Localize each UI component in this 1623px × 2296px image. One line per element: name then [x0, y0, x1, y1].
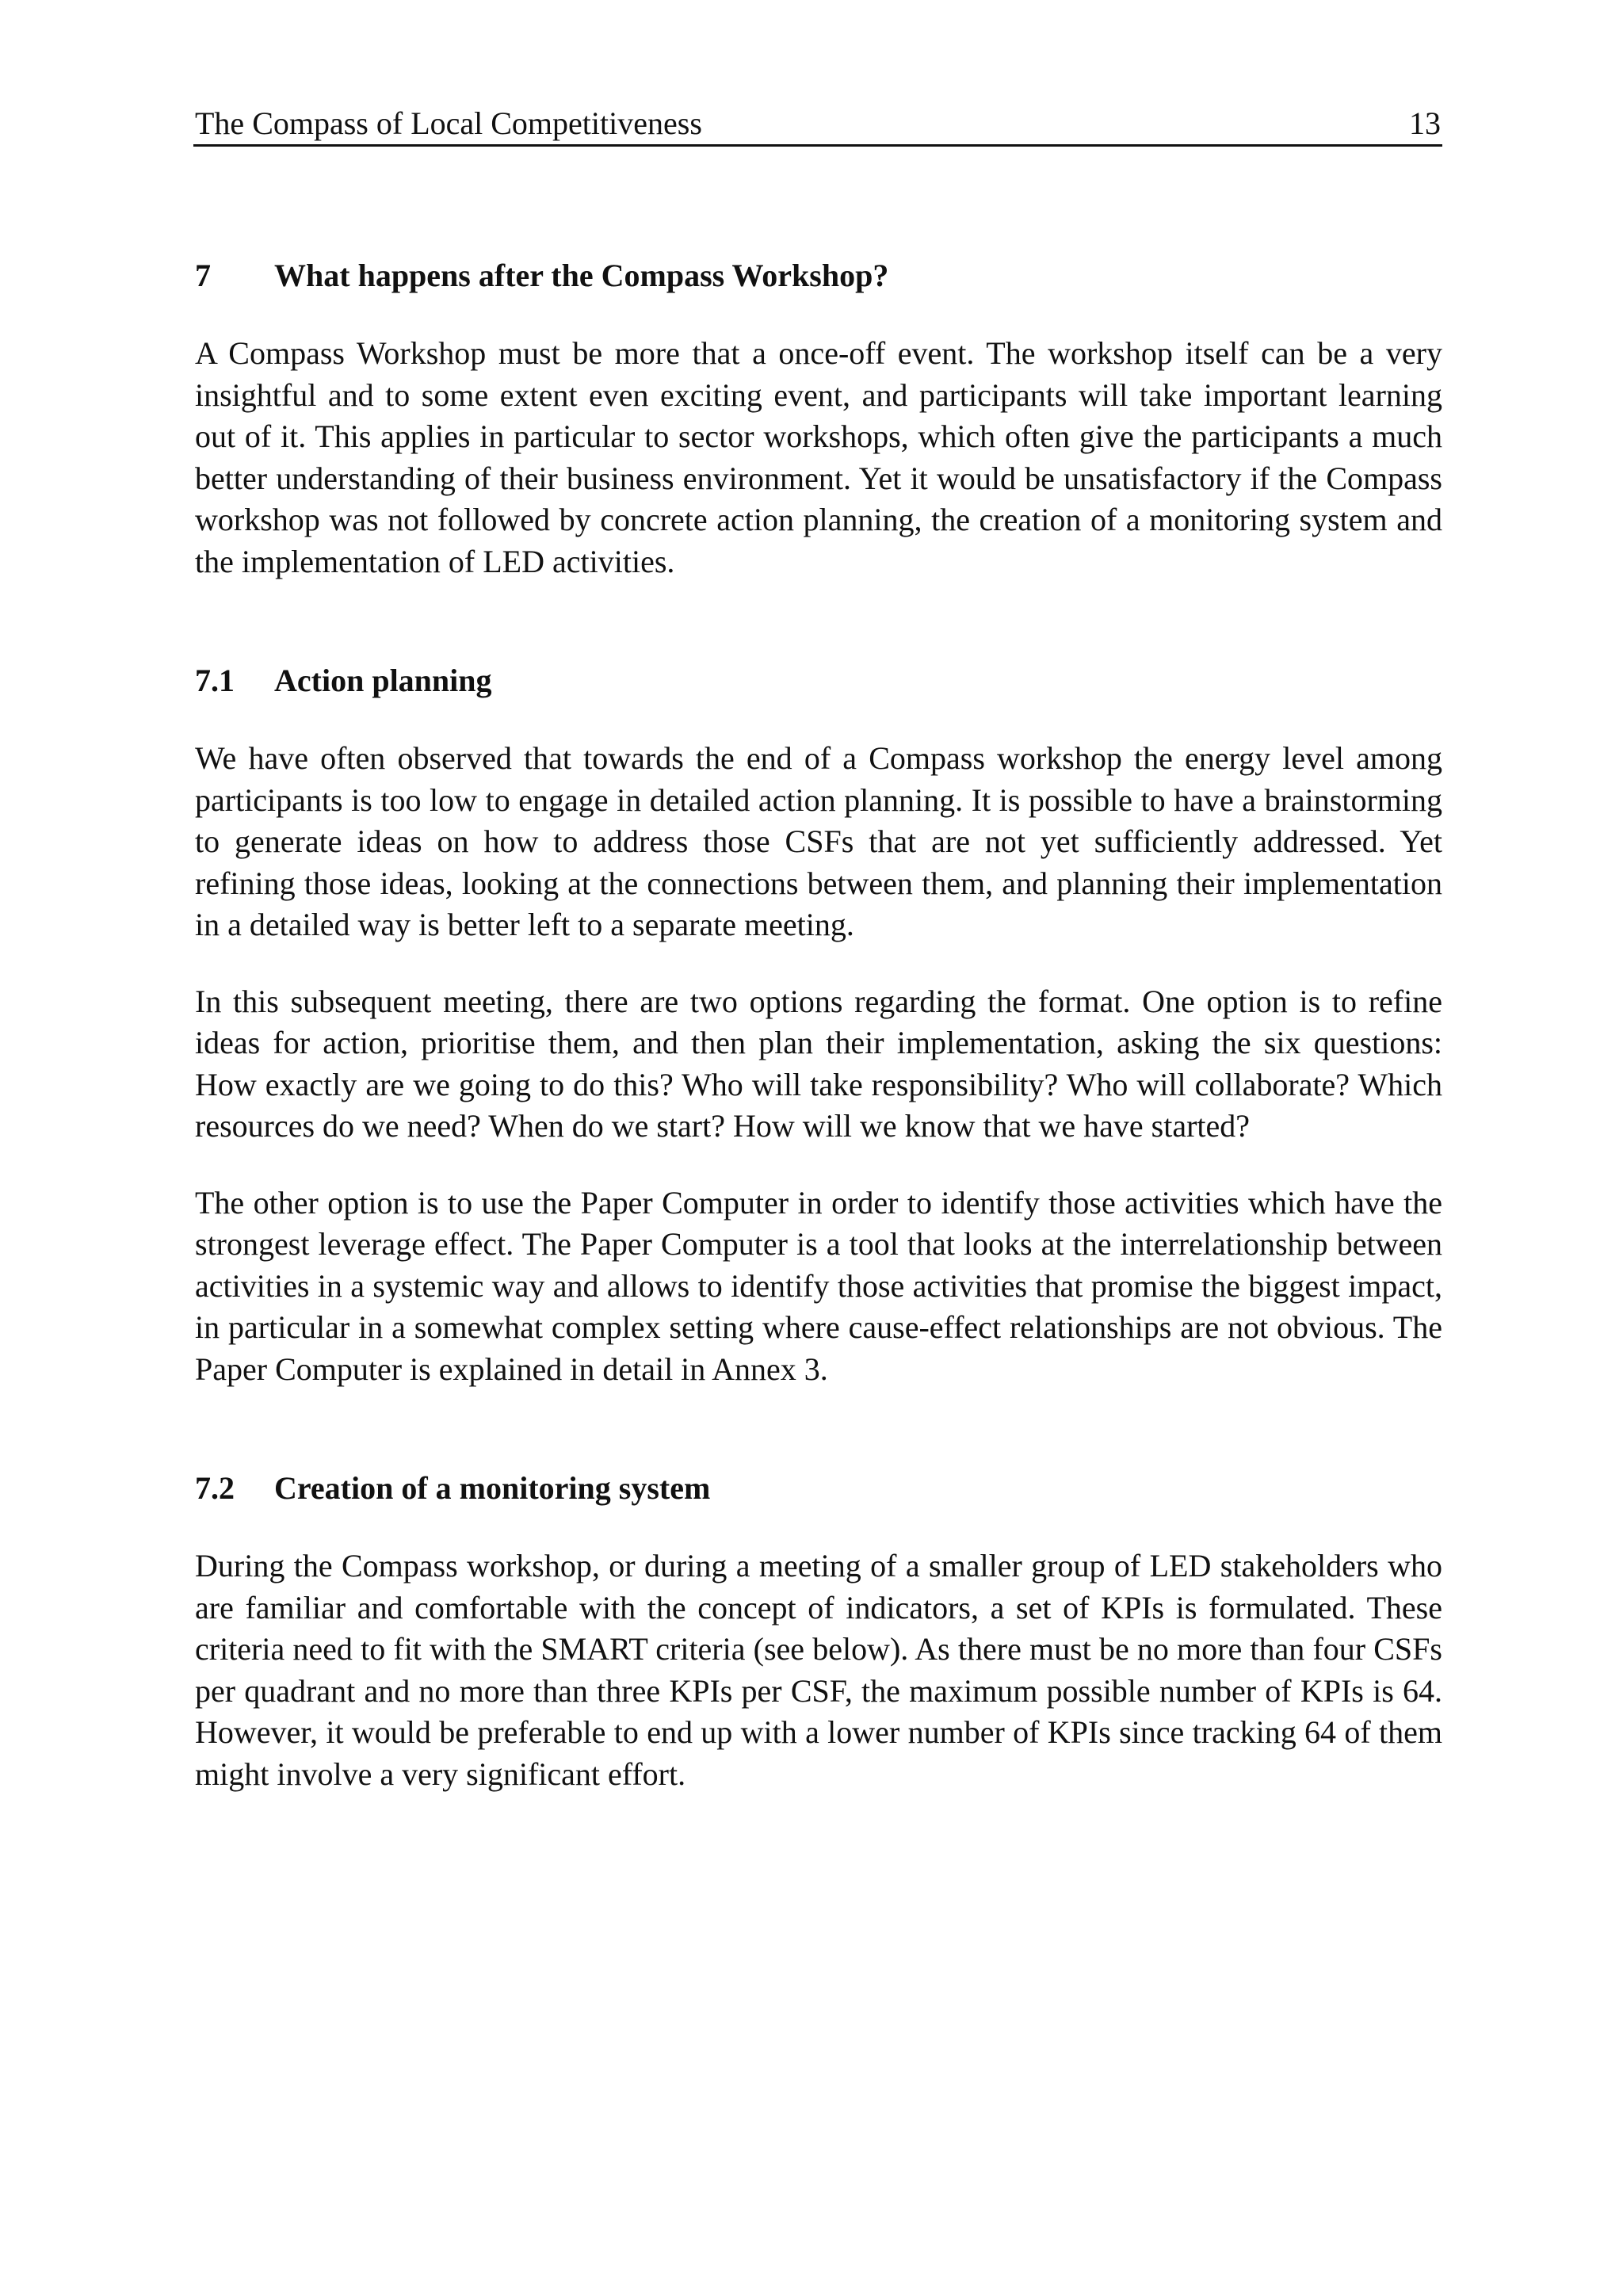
section-number: 7: [195, 258, 211, 293]
paragraph: The other option is to use the Paper Computer in order to identify those activities which have the strongest leverage effect. The Paper Computer is a tool that looks at the interrelationship between activities in a systemic way and allows to identify those activities that promise the biggest impact, in particular in a somewhat complex setting where cause-effect relationships are not obvious. The Paper Computer is explained in detail in Annex 3.: [195, 1184, 1442, 1387]
section-number: 7.1: [195, 663, 235, 698]
section-number: 7.2: [195, 1470, 235, 1506]
document-title: The Compass of Local Competitiveness: [195, 105, 702, 141]
paragraph: A Compass Workshop must be more that a once-off event. The workshop itself can be a very insightful and to some extent even exciting event, and participants will take important learning out of it. This applies in particular to sector workshops, which often give the participants a much better understanding of their business environment. Yet it would be unsatisfactory if the Compass workshop was not followed by concrete action planning, the creation of a monitoring system and the implementation of LED activities.: [195, 335, 1442, 579]
paragraph: In this subsequent meeting, there are two options regarding the format. One option is to refine ideas for action, prioritise them, and then plan their implementation, asking the six questions: How exactly are we going to do this? Who will take responsibility? Who will collaborate? Which resources do we need? When do we start? How will we know that we have started?: [195, 983, 1442, 1144]
main-content: [195, 255, 1442, 1795]
section-title: What happens after the Compass Workshop?: [274, 258, 889, 293]
section-title: Creation of a monitoring system: [274, 1470, 711, 1506]
running-header: [193, 94, 1442, 147]
section-heading-7-2: [195, 1468, 1442, 1509]
paragraph: We have often observed that towards the end of a Compass workshop the energy level among participants is too low to engage in detailed action planning. It is possible to have a brainstorming to generate ideas on how to address those CSFs that are not yet sufficiently addressed. Yet refining those ideas, looking at the connections between them, and planning their implementation in a detailed way is better left to a separate meeting.: [195, 740, 1442, 942]
page-number: 13: [1409, 105, 1441, 141]
section-heading-7-1: [195, 660, 1442, 701]
section-title: Action planning: [274, 663, 492, 698]
paragraph: During the Compass workshop, or during a meeting of a smaller group of LED stakeholders who are familiar and comfortable with the concept of indicators, a set of KPIs is formulated. These criteria need to fit with the SMART criteria (see below). As there must be no more than four CSFs per quadrant and no more than three KPIs per CSF, the maximum possible number of KPIs is 64. However, it would be preferable to end up with a lower number of KPIs since tracking 64 of them might involve a very significant effort.: [195, 1548, 1442, 1792]
section-heading-7: [195, 255, 1442, 296]
